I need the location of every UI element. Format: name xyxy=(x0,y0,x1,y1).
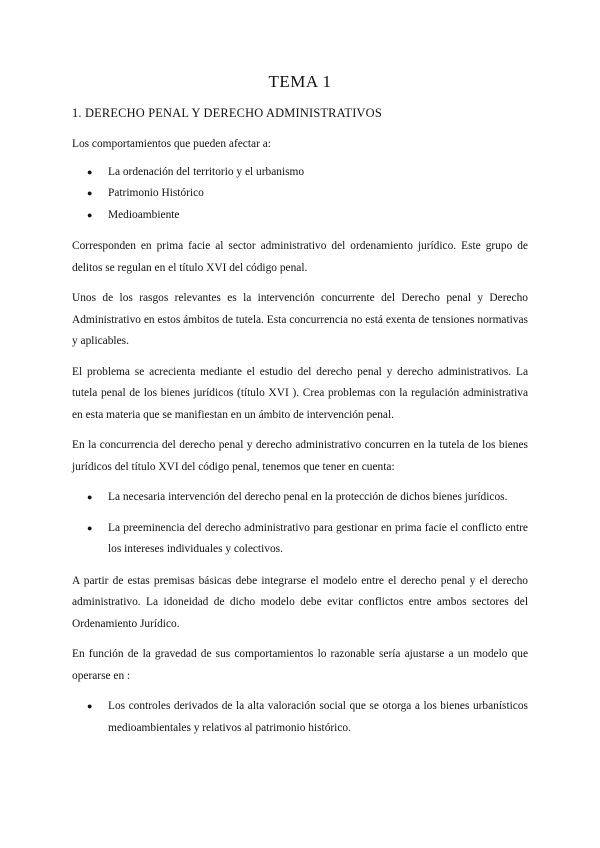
list-item: ● Medioambiente xyxy=(72,205,528,227)
paragraph-4: En la concurrencia del derecho penal y derecho administrativo concurren en la tutela de los bienes jurídicos del título XVI del código penal, tenemos que tener en cuenta: xyxy=(72,439,528,473)
paragraph-5: A partir de estas premisas básicas debe integrarse el modelo entre el derecho penal y el derecho administrativo. La idoneidad de dicho modelo debe evitar conflictos entre ambos sectores del Ordenamiento Jurídico. xyxy=(72,574,528,630)
intro-paragraph: Los comportamientos que pueden afectar a: xyxy=(72,138,271,150)
bullet-list-topics xyxy=(72,162,528,227)
paragraph-2: Unos de los rasgos relevantes es la intervención concurrente del Derecho penal y Derecho Administrativo en estos ámbitos de tutela. Esta concurrencia no está exenta de tensiones normativas y aplicables. xyxy=(72,292,528,347)
paragraph-6: En función de la gravedad de sus comportamientos lo razonable sería ajustarse a un modelo que operarse en : xyxy=(72,648,528,682)
bullet-icon: ● xyxy=(87,522,93,533)
bullet-icon: ● xyxy=(87,166,93,177)
bullet-list-considerations xyxy=(72,487,528,561)
list-item: ● La preeminencia del derecho administrativo para gestionar en prima facie el conflicto entre los intereses individuales y colectivos. xyxy=(72,518,528,561)
bullet-icon: ● xyxy=(87,188,93,198)
bullet-icon: ● xyxy=(87,209,93,220)
bullet-list-controls xyxy=(72,696,528,739)
list-item: ● La ordenación del territorio y el urbanismo xyxy=(72,162,528,184)
bullet-icon: ● xyxy=(87,701,93,711)
paragraph-1: Corresponden en prima facie al sector administrativo del ordenamiento jurídico. Este grupo de delitos se regulan en el título XVI del código penal. xyxy=(72,240,528,274)
list-item: ● Los controles derivados de la alta valoración social que se otorga a los bienes urbanísticos medioambientales y relativos al patrimonio histórico. xyxy=(72,696,528,739)
section-heading: 1. DERECHO PENAL Y DERECHO ADMINISTRATIVOS xyxy=(72,106,382,120)
document-title: TEMA 1 xyxy=(268,72,332,91)
list-item: ● Patrimonio Histórico xyxy=(72,183,528,205)
paragraph-3: El problema se acrecienta mediante el estudio del derecho penal y derecho administrativos. La tutela penal de los bienes jurídicos (título XVI ). Crea problemas con la regulación administrativa en esta materia que se manifiestan en un ámbito de intervención penal. xyxy=(72,365,528,421)
bullet-icon: ● xyxy=(87,492,93,502)
list-item: ● La necesaria intervención del derecho penal en la protección de dichos bienes jurídicos. xyxy=(72,487,528,509)
